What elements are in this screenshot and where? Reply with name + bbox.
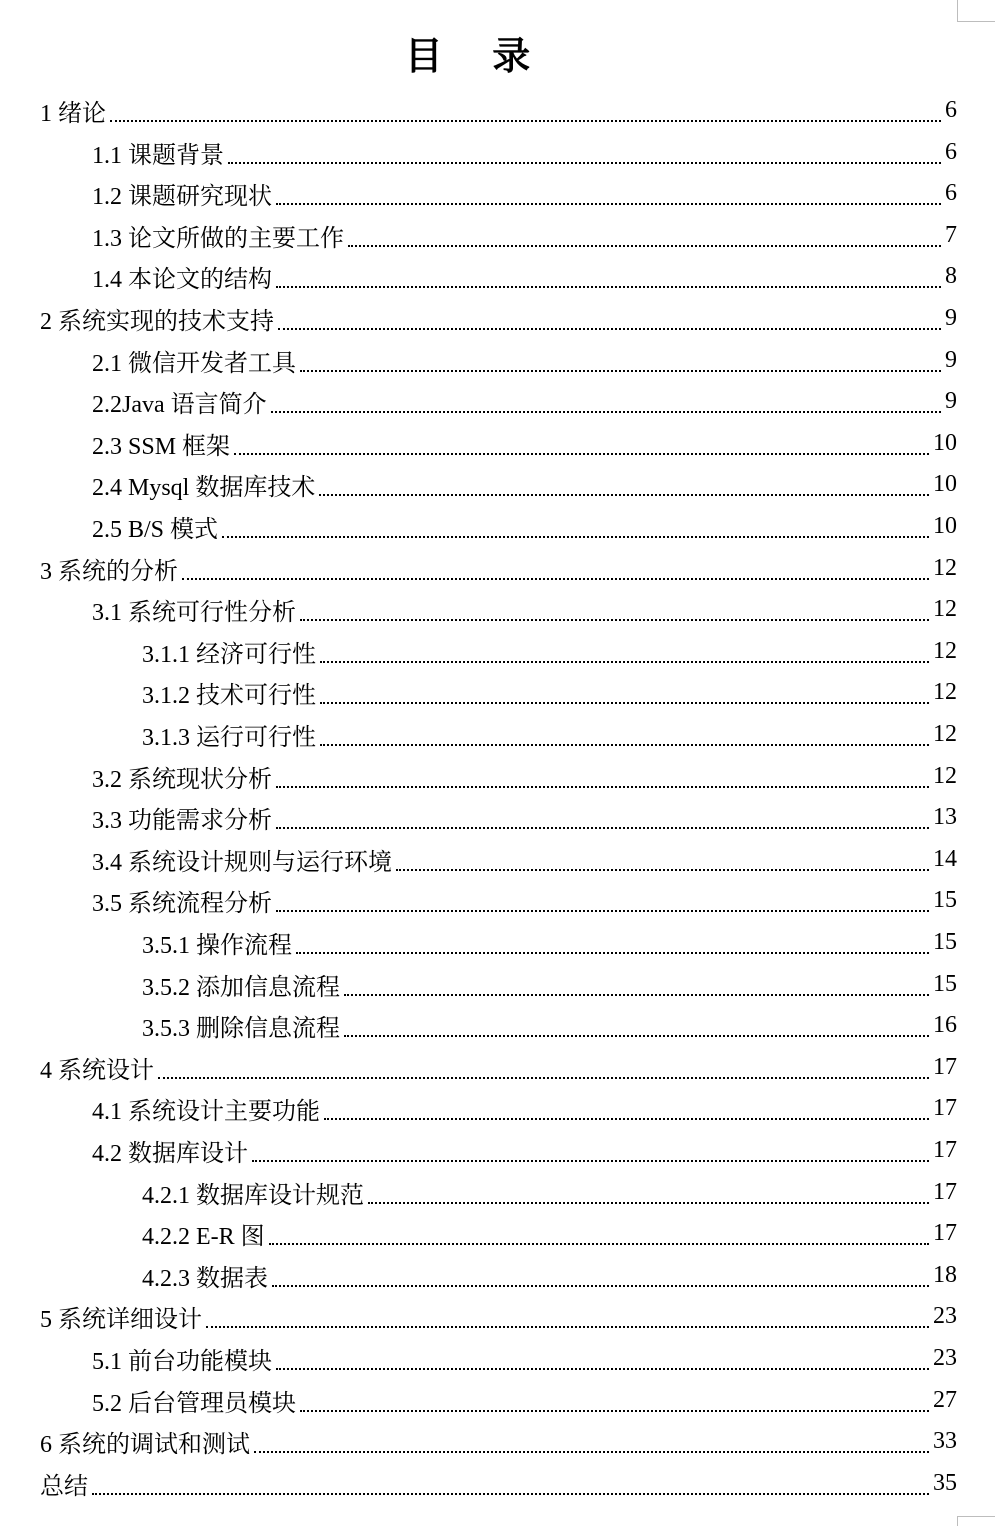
- toc-page-number: 15: [933, 929, 957, 955]
- toc-dot-leader: [396, 868, 929, 871]
- toc-page-number: 14: [933, 846, 957, 872]
- toc-dot-leader: [278, 327, 941, 330]
- toc-page-number: 9: [945, 347, 957, 373]
- toc-entry[interactable]: [92, 464, 957, 505]
- toc-entry[interactable]: [142, 1213, 957, 1254]
- toc-page-number: 17: [933, 1179, 957, 1205]
- toc-entry-title: 2.3 SSM 框架: [92, 434, 231, 460]
- toc-entry-title: 4.2.2 E-R 图: [142, 1224, 265, 1250]
- toc-dot-leader: [276, 1367, 929, 1370]
- toc-dot-leader: [276, 202, 941, 205]
- toc-page-number: 17: [933, 1220, 957, 1246]
- toc-dot-leader: [92, 1492, 929, 1495]
- toc-entry[interactable]: [92, 839, 957, 880]
- toc-entry[interactable]: [40, 1421, 957, 1462]
- toc-dot-leader: [324, 1117, 929, 1120]
- toc-dot-leader: [296, 951, 929, 954]
- toc-entry-title: 3.4 系统设计规则与运行环境: [92, 850, 392, 876]
- toc-entry-title: 2.5 B/S 模式: [92, 517, 219, 543]
- toc-entry-title: 3.2 系统现状分析: [92, 767, 272, 793]
- toc-dot-leader: [276, 285, 941, 288]
- toc-entry[interactable]: [142, 714, 957, 755]
- toc-entry[interactable]: [92, 423, 957, 464]
- toc-entry[interactable]: [92, 1088, 957, 1129]
- toc-entry-title: 5 系统详细设计: [40, 1307, 202, 1333]
- toc-entry[interactable]: [92, 1338, 957, 1379]
- toc-dot-leader: [344, 1034, 929, 1037]
- toc-dot-leader: [206, 1325, 929, 1328]
- toc-dot-leader: [319, 493, 929, 496]
- toc-entry-title: 1 绪论: [40, 101, 106, 127]
- toc-entry-title: 3.5.2 添加信息流程: [142, 975, 340, 1001]
- toc-dot-leader: [276, 826, 929, 829]
- toc-entry-title: 1.2 课题研究现状: [92, 184, 272, 210]
- toc-entry-title: 2.4 Mysql 数据库技术: [92, 475, 316, 501]
- toc-page-number: 9: [945, 388, 957, 414]
- toc-page-number: 7: [945, 222, 957, 248]
- toc-entry[interactable]: [92, 797, 957, 838]
- toc-page-number: 27: [933, 1387, 957, 1413]
- toc-dot-leader: [368, 1201, 929, 1204]
- toc-entry[interactable]: [142, 672, 957, 713]
- toc-entry[interactable]: [92, 381, 957, 422]
- toc-entry-title: 3.3 功能需求分析: [92, 808, 272, 834]
- toc-page-number: 12: [933, 763, 957, 789]
- toc-entry[interactable]: [142, 1005, 957, 1046]
- toc-dot-leader: [344, 993, 929, 996]
- toc-entry-title: 2.2Java 语言简介: [92, 392, 267, 418]
- toc-page-number: 12: [933, 721, 957, 747]
- toc-entry-title: 4.1 系统设计主要功能: [92, 1099, 320, 1125]
- toc-entry[interactable]: [142, 1255, 957, 1296]
- toc-entry[interactable]: [40, 298, 957, 339]
- toc-page-number: 15: [933, 887, 957, 913]
- toc-dot-leader: [320, 743, 929, 746]
- toc-dot-leader: [269, 1242, 929, 1245]
- toc-entry-title: 3.1.1 经济可行性: [142, 642, 316, 668]
- toc-entry-title: 3.5.3 删除信息流程: [142, 1016, 340, 1042]
- toc-dot-leader: [300, 618, 929, 621]
- toc-entry-title: 3.5.1 操作流程: [142, 933, 292, 959]
- toc-page-number: 23: [933, 1345, 957, 1371]
- toc-page-number: 8: [945, 263, 957, 289]
- toc-page-number: 10: [933, 430, 957, 456]
- toc-dot-leader: [300, 369, 941, 372]
- toc-entry[interactable]: [40, 1296, 957, 1337]
- toc-entry-title: 5.1 前台功能模块: [92, 1349, 272, 1375]
- toc-page-number: 13: [933, 804, 957, 830]
- toc-page-number: 6: [945, 139, 957, 165]
- toc-entry[interactable]: [92, 1380, 957, 1421]
- toc-page-number: 33: [933, 1428, 957, 1454]
- toc-page-number: 6: [945, 180, 957, 206]
- toc-entry[interactable]: [92, 506, 957, 547]
- toc-entry-title: 5.2 后台管理员模块: [92, 1391, 296, 1417]
- toc-dot-leader: [254, 1450, 929, 1453]
- toc-entry[interactable]: [40, 90, 957, 131]
- toc-entry-title: 总结: [40, 1474, 88, 1500]
- toc-dot-leader: [276, 909, 929, 912]
- toc-entry[interactable]: [92, 880, 957, 921]
- toc-entry-title: 1.1 课题背景: [92, 143, 224, 169]
- toc-entry[interactable]: [142, 1172, 957, 1213]
- toc-page-number: 12: [933, 638, 957, 664]
- toc-entry[interactable]: [142, 964, 957, 1005]
- toc-page-number: 35: [933, 1470, 957, 1496]
- toc-entry[interactable]: [92, 589, 957, 630]
- toc-page-number: 10: [933, 471, 957, 497]
- toc-entry[interactable]: [92, 756, 957, 797]
- toc-entry-title: 1.4 本论文的结构: [92, 267, 272, 293]
- toc-entry[interactable]: [92, 132, 957, 173]
- toc-entry-title: 1.3 论文所做的主要工作: [92, 226, 344, 252]
- toc-entry[interactable]: [92, 1130, 957, 1171]
- toc-title: 目 录: [404, 36, 551, 78]
- toc-entry[interactable]: [92, 340, 957, 381]
- toc-entry[interactable]: [142, 922, 957, 963]
- toc-entry-title: 2.1 微信开发者工具: [92, 351, 296, 377]
- toc-dot-leader: [234, 452, 929, 455]
- toc-entry[interactable]: [92, 173, 957, 214]
- toc-page-number: 16: [933, 1012, 957, 1038]
- page-corner-mark: [957, 1516, 995, 1526]
- toc-page-number: 18: [933, 1262, 957, 1288]
- toc-dot-leader: [158, 1076, 929, 1079]
- toc-entry-title: 4.2 数据库设计: [92, 1141, 248, 1167]
- toc-dot-leader: [320, 701, 929, 704]
- toc-entry-title: 3.1 系统可行性分析: [92, 600, 296, 626]
- toc-dot-leader: [272, 1284, 929, 1287]
- toc-entry[interactable]: [40, 548, 957, 589]
- toc-entry[interactable]: [40, 1463, 957, 1504]
- toc-page-number: 12: [933, 596, 957, 622]
- toc-dot-leader: [228, 161, 941, 164]
- toc-entry-title: 3.1.2 技术可行性: [142, 683, 316, 709]
- toc-page-number: 12: [933, 679, 957, 705]
- toc-dot-leader: [348, 244, 941, 247]
- toc-dot-leader: [182, 577, 929, 580]
- toc-entry[interactable]: [40, 1047, 957, 1088]
- toc-entry-title: 2 系统实现的技术支持: [40, 309, 274, 335]
- toc-page-number: 15: [933, 971, 957, 997]
- toc-page-number: 10: [933, 513, 957, 539]
- toc-entry[interactable]: [92, 215, 957, 256]
- toc-entry-title: 4 系统设计: [40, 1058, 154, 1084]
- toc-dot-leader: [271, 410, 941, 413]
- page-corner-mark: [957, 0, 995, 22]
- toc-dot-leader: [300, 1409, 929, 1412]
- toc-entry-title: 6 系统的调试和测试: [40, 1432, 250, 1458]
- toc-entry-title: 3.5 系统流程分析: [92, 891, 272, 917]
- toc-page-number: 6: [945, 97, 957, 123]
- toc-dot-leader: [252, 1159, 929, 1162]
- toc-page-number: 23: [933, 1303, 957, 1329]
- toc-entry-title: 3.1.3 运行可行性: [142, 725, 316, 751]
- toc-page-number: 9: [945, 305, 957, 331]
- toc-page-number: 17: [933, 1137, 957, 1163]
- toc-entry-title: 4.2.1 数据库设计规范: [142, 1183, 364, 1209]
- toc-entry[interactable]: [92, 256, 957, 297]
- toc-page-number: 17: [933, 1095, 957, 1121]
- toc-page-number: 17: [933, 1054, 957, 1080]
- toc-entry[interactable]: [142, 631, 957, 672]
- toc-dot-leader: [320, 660, 929, 663]
- toc-dot-leader: [110, 119, 941, 122]
- toc-entry-title: 3 系统的分析: [40, 559, 178, 585]
- toc-page-number: 12: [933, 555, 957, 581]
- toc-dot-leader: [276, 785, 929, 788]
- toc-entry-title: 4.2.3 数据表: [142, 1266, 268, 1292]
- toc-dot-leader: [222, 535, 929, 538]
